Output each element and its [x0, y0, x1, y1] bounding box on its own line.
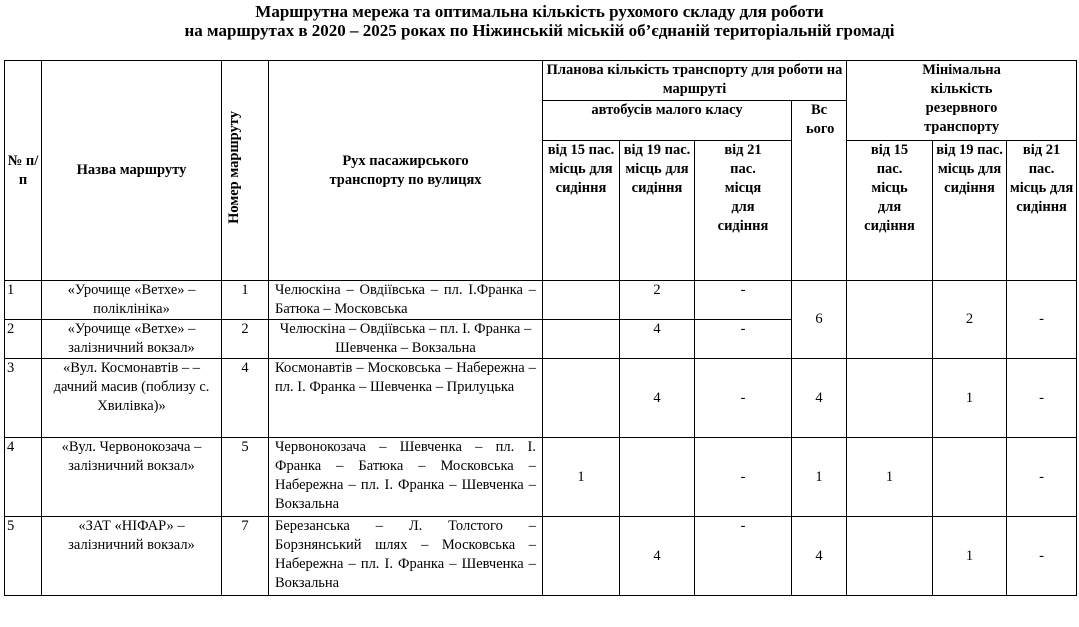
cell-r19: 1 — [933, 517, 1007, 596]
routes-table — [4, 60, 1077, 596]
cell-streets: Червонокозача – Шевченка – пл. І. Франка – Батюка – Московська – Набережна – пл. І. Франка – Шевченка – Вокзальна — [269, 438, 543, 517]
cell-r15 — [847, 281, 933, 359]
cell-p15 — [543, 281, 620, 320]
cell-p15: 1 — [543, 438, 620, 517]
cell-route: 2 — [222, 320, 269, 359]
cell-total: 1 — [792, 438, 847, 517]
cell-p19: 4 — [620, 320, 695, 359]
header-planned: Планова кількість транспорту для роботи на маршруті — [543, 61, 847, 101]
cell-p19 — [620, 438, 695, 517]
cell-r19: 1 — [933, 359, 1007, 438]
cell-r15: 1 — [847, 438, 933, 517]
cell-p15 — [543, 320, 620, 359]
header-num: № п/п — [5, 61, 42, 281]
cell-route: 5 — [222, 438, 269, 517]
header-reserve-seat19: від 19 пас. місць для сидіння — [933, 141, 1007, 281]
cell-streets: Космонавтів – Московська – Набережна – пл. І. Франка – Шевченка – Прилуцька — [269, 359, 543, 438]
header-seat21: від 21 пас. місця для сидіння — [695, 141, 792, 281]
cell-p21: - — [695, 281, 792, 320]
header-reserve: Мінімальна кількість резервного транспорту — [847, 61, 1077, 141]
header-route-no — [222, 61, 269, 281]
cell-num: 1 — [5, 281, 42, 320]
cell-total: 4 — [792, 517, 847, 596]
cell-r15 — [847, 359, 933, 438]
title-line-2: на маршрутах в 2020 – 2025 роках по Ніжинській міській об’єднаній територіальній громаді — [184, 21, 895, 40]
cell-route: 7 — [222, 517, 269, 596]
cell-p15 — [543, 359, 620, 438]
header-total: Вс ього — [792, 101, 847, 281]
header-small-buses: автобусів малого класу — [543, 101, 792, 141]
cell-num: 3 — [5, 359, 42, 438]
header-seat19: від 19 пас. місць для сидіння — [620, 141, 695, 281]
cell-p15 — [543, 517, 620, 596]
cell-p21: - — [695, 359, 792, 438]
cell-name: «Урочище «Ветхе» – поліклініка» — [42, 281, 222, 320]
cell-total: 6 — [792, 281, 847, 359]
cell-route: 4 — [222, 359, 269, 438]
header-reserve-seat15: від 15 пас. місць для сидіння — [847, 141, 933, 281]
cell-r21: - — [1007, 359, 1077, 438]
cell-streets: Челюскіна – Овдіївська – пл. І. Франка – Шевченка – Вокзальна — [269, 320, 543, 359]
cell-r21: - — [1007, 517, 1077, 596]
cell-r21: - — [1007, 281, 1077, 359]
header-seat15: від 15 пас. місць для сидіння — [543, 141, 620, 281]
cell-r19: 2 — [933, 281, 1007, 359]
header-route-no-text: Номер маршруту — [226, 111, 242, 224]
cell-r19 — [933, 438, 1007, 517]
cell-route: 1 — [222, 281, 269, 320]
cell-total: 4 — [792, 359, 847, 438]
cell-num: 5 — [5, 517, 42, 596]
table-row — [5, 359, 1077, 438]
cell-r15 — [847, 517, 933, 596]
cell-p21: - — [695, 517, 792, 596]
cell-p21: - — [695, 438, 792, 517]
header-reserve-seat21: від 21 пас. місць для сидіння — [1007, 141, 1077, 281]
cell-r21: - — [1007, 438, 1077, 517]
cell-name: «Вул. Космонавтів – – дачний масив (поблизу с. Хвилівка)» — [42, 359, 222, 438]
document-title — [0, 0, 1079, 40]
cell-name: «Урочище «Ветхе» – залізничний вокзал» — [42, 320, 222, 359]
header-streets: Рух пасажирського транспорту по вулицях — [269, 61, 543, 281]
cell-name: «ЗАТ «НІФАР» – залізничний вокзал» — [42, 517, 222, 596]
cell-num: 2 — [5, 320, 42, 359]
cell-p19: 4 — [620, 517, 695, 596]
title-line-1: Маршрутна мережа та оптимальна кількість рухомого складу для роботи — [255, 2, 824, 21]
header-name: Назва маршруту — [42, 61, 222, 281]
cell-streets: Березанська – Л. Толстого – Борзнянський шлях – Московська – Набережна – пл. І. Франка – Шевченка – Вокзальна — [269, 517, 543, 596]
cell-name: «Вул. Червонокозача – залізничний вокзал» — [42, 438, 222, 517]
table-row — [5, 281, 1077, 320]
cell-p21: - — [695, 320, 792, 359]
cell-p19: 4 — [620, 359, 695, 438]
table-row — [5, 517, 1077, 596]
cell-num: 4 — [5, 438, 42, 517]
cell-p19: 2 — [620, 281, 695, 320]
cell-streets: Челюскіна – Овдіївська – пл. І.Франка – Батюка – Московська — [269, 281, 543, 320]
table-row — [5, 438, 1077, 517]
